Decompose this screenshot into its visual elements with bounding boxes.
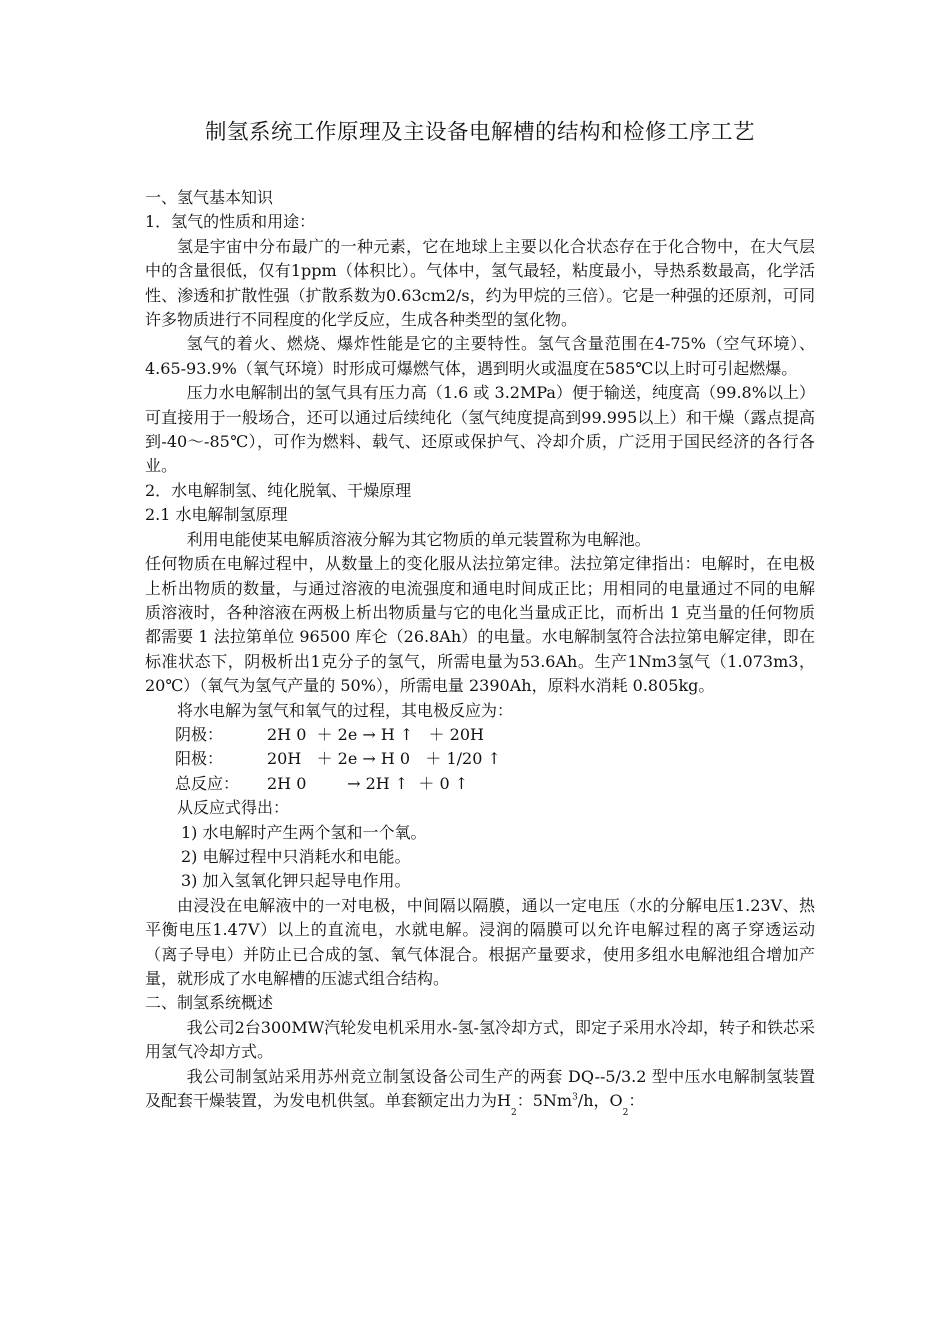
equation-label: 阴极：: [175, 724, 224, 744]
subheading-2-1: 2.1 水电解制氢原理: [145, 505, 288, 525]
section-heading-1: 一、氢气基本知识: [145, 188, 274, 207]
equation-anode: [145, 747, 815, 771]
equation-body: 20H ＋ 2e → H 0 ＋ 1/20 ↑: [267, 749, 501, 769]
subheading-1: 1．氢气的性质和用途：: [145, 212, 316, 232]
equation-cathode: [145, 723, 815, 747]
paragraph: 压力水电解制出的氢气具有压力高（1.6 或 3.2MPa）便于输送，纯度高（99.8%以上）可直接用于一般场合，还可以通过后续纯化（氢气纯度提高到99.995以上）和干燥（露点提高到-40～-85℃），可作为燃料、载气、还原或保护气、冷却介质，广泛用于国民经济的各行各业。: [145, 383, 815, 476]
paragraph: 氢是宇宙中分布最广的一种元素，它在地球上主要以化合状态存在于化合物中，在大气层中的含量很低，仅有1ppm（体积比）。气体中，氢气最轻，粘度最小，导热系数最高，化学活性、渗透和扩散性强（扩散系数为0.63cm2/s，约为甲烷的三倍）。它是一种强的还原剂，可同许多物质进行不同程度的化学反应，生成各种类型的氢化物。: [145, 236, 815, 330]
paragraph: 氢气的着火、燃烧、爆炸性能是它的主要特性。氢气含量范围在4-75%（空气环境）、4.65-93.9%（氧气环境）时形成可爆燃气体，遇到明火或温度在585℃以上时可引起燃爆。: [145, 334, 815, 378]
equation-body: 2H 0 → 2H ↑ ＋ 0 ↑: [267, 773, 469, 793]
document-page: [145, 118, 815, 1119]
paragraph: 将水电解为氢气和氧气的过程，其电极反应为：: [177, 700, 514, 720]
equation-body: 2H 0 ＋ 2e → H ↑ ＋ 20H: [267, 724, 484, 744]
paragraph: 从反应式得出：: [177, 798, 290, 818]
section-heading-2: 二、制氢系统概述: [145, 993, 274, 1013]
equation-label: 阳极：: [175, 749, 224, 769]
paragraph: 由浸没在电解液中的一对电极，中间隔以隔膜，通以一定电压（水的分解电压1.23V、热平衡电压1.47V）以上的直流电，水就电解。浸润的隔膜可以允许电解过程的离子穿透运动（离子导电）并防止已合成的氢、氧气体混合。根据产量要求，使用多组水电解池组合增加产量，就形成了水电解槽的压滤式组合结构。: [145, 895, 815, 988]
list-item: 2) 电解过程中只消耗水和电能。: [181, 846, 411, 866]
paragraph: 任何物质在电解过程中，从数量上的变化服从法拉第定律。法拉第定律指出：电解时，在电极上析出物质的数量，与通过溶液的电流强度和通电时间成正比；用相同的电量通过不同的电解质溶液时，各种溶液在两极上析出物质量与它的电化当量成正比，而析出 1 克当量的任何物质都需要 1 法拉第单位 96500 库仑（26.8Ah）的电量。水电解制氢符合法拉第电解定律，即在标准状态下，阴极析出1克分子的氢气，所需电量为53.6Ah。生产1Nm3氢气（1.073m3，20℃）（氧气为氢气产量的 50%），所需电量 2390Ah，原料水消耗 0.805kg。: [145, 554, 815, 696]
paragraph: 我公司制氢站采用苏州竞立制氢设备公司生产的两套 DQ--5/3.2 型中压水电解制氢装置及配套干燥装置，为发电机供氢。单套额定出力为$H_2$：5Nm$^3$/h，$O_2$：: [145, 1066, 815, 1119]
paragraph: 我公司2台300MW汽轮发电机采用水-氢-氢冷却方式，即定子采用水冷却，转子和铁芯采用氢气冷却方式。: [145, 1017, 815, 1062]
paragraph: 利用电能使某电解质溶液分解为其它物质的单元装置称为电解池。: [186, 529, 651, 549]
list-item: 3) 加入氢氧化钾只起导电作用。: [181, 871, 411, 891]
subheading-2: 2．水电解制氢、纯化脱氧、干燥原理: [145, 480, 412, 500]
equation-label: 总反应：: [175, 773, 240, 793]
equation-total: [145, 772, 815, 796]
document-title: 制氢系统工作原理及主设备电解槽的结构和检修工序工艺: [204, 120, 755, 145]
list-item: 1) 水电解时产生两个氢和一个氧。: [181, 822, 427, 842]
